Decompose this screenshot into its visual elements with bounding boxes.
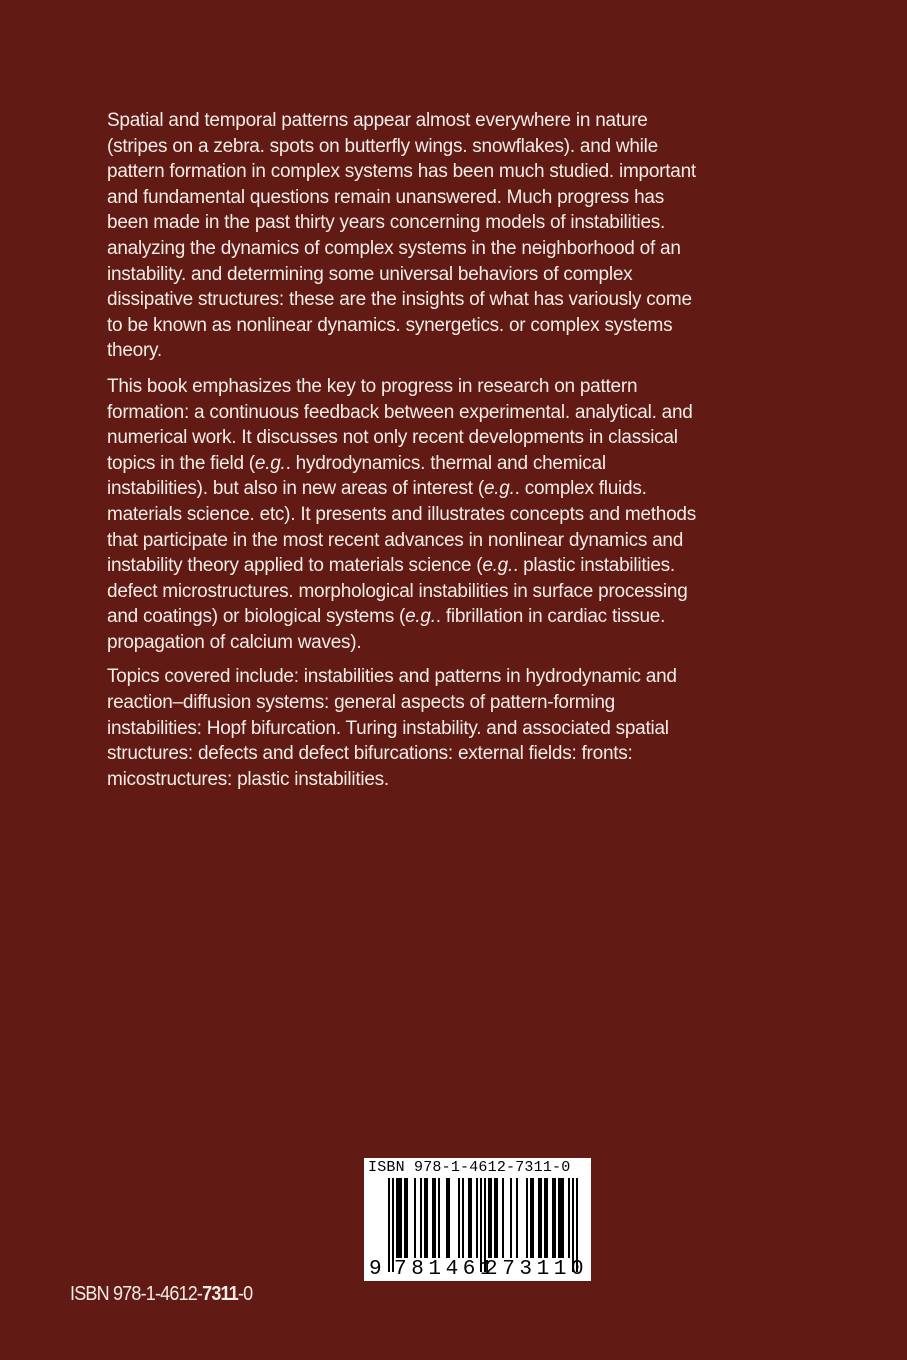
isbn-suffix: -0 (237, 1283, 253, 1305)
barcode-bar (516, 1178, 518, 1258)
barcode-digits-right: 273110 (485, 1258, 589, 1281)
barcode-bar (540, 1178, 542, 1258)
eg-abbrev-1: e.g. (254, 452, 286, 474)
barcode-bar (502, 1178, 504, 1258)
barcode-bar (546, 1178, 548, 1258)
barcode-bar (388, 1178, 390, 1272)
barcode-bar (538, 1178, 540, 1258)
barcode-bar (398, 1178, 400, 1258)
p2-text-2: . hydrodynamics. thermal and chemical instabilities). but also in new areas of interest ( (107, 452, 606, 500)
barcode-bar (420, 1178, 422, 1258)
barcode-bar (560, 1178, 562, 1258)
blurb-paragraph-2 (107, 374, 699, 656)
barcode-bar (434, 1178, 436, 1258)
eg-abbrev-4: e.g. (405, 606, 436, 628)
barcode-bar (510, 1178, 512, 1258)
barcode-digits-left: 781461 (394, 1258, 498, 1281)
p2-text-3: . complex fluids. materials science. etc). It presents and illustrates concepts and methods that participate in the most recent advances in nonlinear dynamics and instability theory applied to materials science ( (107, 478, 696, 577)
eg-abbrev-3: e.g. (482, 555, 514, 577)
barcode-bar (396, 1178, 398, 1258)
back-cover-blurb (107, 108, 699, 792)
p2-text-5: . fibrillation in cardiac tissue. propagation of calcium waves). (107, 606, 666, 653)
barcode-bar (462, 1178, 464, 1258)
barcode-bar (568, 1178, 570, 1258)
barcode-isbn-label: ISBN 978-1-4612-7311-0 (368, 1159, 571, 1176)
barcode-bar (562, 1178, 564, 1258)
barcode-bar (476, 1178, 478, 1258)
barcode-bar (468, 1178, 470, 1258)
barcode-bar (552, 1178, 554, 1258)
barcode-bar (494, 1178, 496, 1258)
barcode-bar (532, 1178, 534, 1258)
blurb-paragraph-1: Spatial and temporal patterns appear almost everywhere in nature (stripes on a zebra. spots on butterfly wings. snowflakes). and while pattern formation in complex systems has been much studied. important and fundamental questions remain unanswered. Much progress has been made in the past thirty years concerning models of instabilities. analyzing the dynamics of complex systems in the neighborhood of an instability. and determining some universal behaviors of complex dissipative structures: these are the insights of what has variously come to be known as nonlinear dynamics. synergetics. or complex systems theory. (107, 110, 696, 362)
barcode-bar (404, 1178, 406, 1258)
barcode-bar (558, 1178, 560, 1258)
barcode-digit-first: 9 (369, 1258, 382, 1281)
barcode-bar (470, 1178, 472, 1258)
barcode-bar (544, 1178, 546, 1258)
barcode-bar (432, 1178, 434, 1258)
barcode-bar (448, 1178, 450, 1258)
isbn-barcode (364, 1158, 591, 1281)
isbn-bold-part: 7311 (202, 1283, 238, 1305)
barcode-bar (496, 1178, 498, 1258)
barcode-bar (406, 1178, 408, 1258)
barcode-bar (554, 1178, 556, 1258)
barcode-bar (438, 1178, 440, 1258)
eg-abbrev-2: e.g. (483, 478, 515, 500)
barcode-bar (446, 1178, 448, 1258)
isbn-prefix: ISBN 978-1-4612- (70, 1283, 203, 1305)
barcode-bar (488, 1178, 490, 1258)
barcode-bar (526, 1178, 528, 1258)
barcode-bar (490, 1178, 492, 1258)
p2-text-1: This book emphasizes the key to progress in research on pattern formation: a continuous feedback between experimental. analytical. and numerical work. It discusses not only recent developments in classical topics in the field ( (107, 375, 693, 474)
barcode-bar (424, 1178, 426, 1258)
barcode-bar (400, 1178, 402, 1258)
barcode-bar (426, 1178, 428, 1258)
barcode-bar (530, 1178, 532, 1258)
barcode-bar (458, 1178, 460, 1258)
blurb-paragraph-3: Topics covered include: instabilities and patterns in hydrodynamic and reaction–diffusion systems: general aspects of pattern-forming instabilities: Hopf bifurcation. Turing instability. and associated spatial structures: defects and defect bifurcations: external fields: fronts: micostructures: plastic instabilities. (107, 666, 677, 790)
bottom-isbn (70, 1283, 252, 1306)
barcode-bar (414, 1178, 416, 1258)
p2-text-4: . plastic instabilities. defect microstructures. morphological instabilities in surface processing and coatings) or biological systems ( (107, 555, 688, 628)
